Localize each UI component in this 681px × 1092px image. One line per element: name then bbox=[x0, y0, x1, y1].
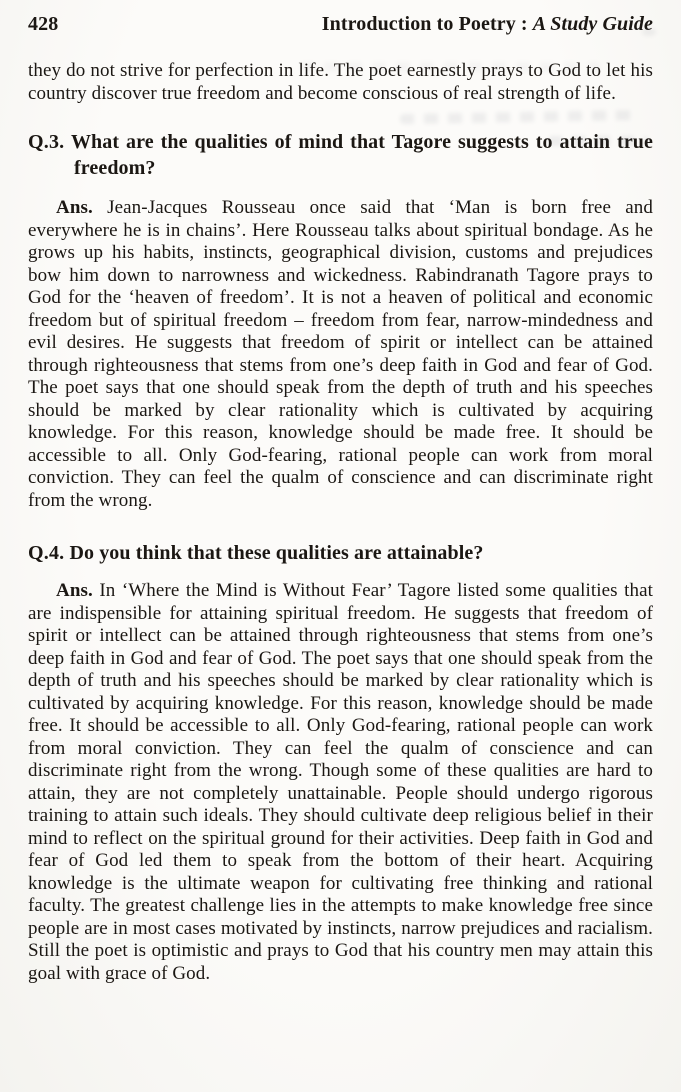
scan-bleedthrough-mark bbox=[400, 110, 640, 124]
page-header bbox=[28, 12, 653, 36]
answer-4-paragraph bbox=[28, 580, 653, 985]
answer-3-label: Ans. bbox=[56, 197, 93, 218]
question-4-text: Do you think that these qualities are attainable? bbox=[69, 542, 484, 564]
page-number: 428 bbox=[28, 13, 59, 35]
question-3-heading bbox=[28, 129, 653, 181]
question-4-label: Q.4. bbox=[28, 542, 65, 564]
question-3-text: What are the qualities of mind that Tagore suggests to attain true freedom? bbox=[70, 131, 653, 179]
intro-paragraph: they do not strive for perfection in life. The poet earnestly prays to God to let his country discover true freedom and become conscious of real strength of life. bbox=[28, 60, 653, 104]
answer-4-text: In ‘Where the Mind is Without Fear’ Tagore listed some qualities that are indispensible for attaining spiritual freedom. He suggests that freedom of spirit or intellect can be attained through righteousness that stems from one’s deep faith in God and fear of God. The poet says that one should speak from the depth of truth and his speeches should be marked by clear rationality which is cultivated by acquiring knowledge. For this reason, knowledge should be made free. It should be accessible to all. Only God-fearing, rational people can work from moral conviction. They can feel the qualm of conscience and can discriminate right from the wrong. Though some of these qualities are hard to attain, they are not completely unattainable. People should undergo rigorous training to attain such ideals. They should cultivate deep religious belief in their mind to reflect on the spiritual ground for their activities. Deep faith in God and fear of God led them to speak from the bottom of their heart. Acquiring knowledge is the ultimate weapon for cultivating free thinking and rational faculty. The greatest challenge lies in the attempts to make knowledge free since people are in most cases motivated by instincts, narrow prejudices and racialism. Still the poet is optimistic and prays to God that his country men may attain this goal with grace of God. bbox=[28, 580, 653, 984]
answer-3-paragraph bbox=[28, 197, 653, 512]
answer-4-label: Ans. bbox=[56, 580, 93, 601]
running-head-subtitle-italic: A Study Guide bbox=[532, 13, 653, 35]
question-4-heading bbox=[28, 540, 653, 566]
running-head bbox=[322, 12, 653, 36]
running-head-title: Introduction to Poetry : bbox=[321, 13, 533, 35]
question-3-label: Q.3. bbox=[28, 131, 65, 153]
answer-3-text: Jean-Jacques Rousseau once said that ‘Man is born free and everywhere he is in chains’. Here Rousseau talks about spiritual bondage. As he grows up his habits, instincts, geographical division, customs and prejudices bow him down to narrowness and wickedness. Rabindranath Tagore prays to God for the ‘heaven of freedom’. It is not a heaven of political and economic freedom but of spiritual freedom – freedom from fear, narrow-mindedness and evil desires. He suggests that freedom of spirit or intellect can be attained through righteousness that stems from one’s deep faith in God and fear of God. The poet says that one should speak from the depth of truth and his speeches should be marked by clear rationality which is cultivated by acquiring knowledge. For this reason, knowledge should be made free. It should be accessible to all. Only God-fearing, rational people can work from moral conviction. They can feel the qualm of conscience and can discriminate right from the wrong. bbox=[28, 197, 654, 511]
